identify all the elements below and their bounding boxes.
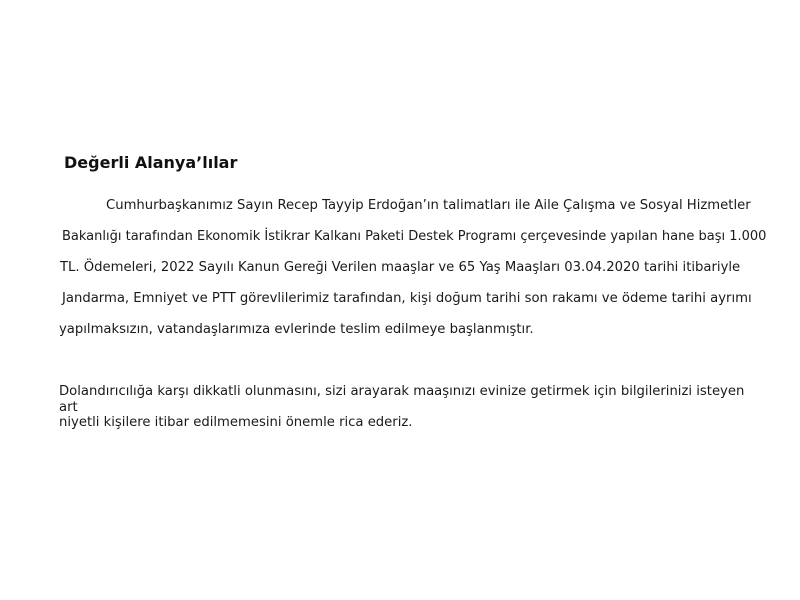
paragraph1-line-1: Cumhurbaşkanımız Sayın Recep Tayyip Erdoğan’ın talimatları ile Aile Çalışma ve Sosyal Hizmetler: [106, 198, 751, 213]
paragraph2-line-2: niyetli kişilere itibar edilmemesini önemle rica ederiz.: [59, 415, 413, 430]
paragraph2-line-1: Dolandırıcılığa karşı dikkatli olunmasını, sizi arayarak maaşınızı evinize getirmek için bilgilerinizi isteyen art: [59, 384, 745, 415]
paragraph1-line-2: Bakanlığı tarafından Ekonomik İstikrar Kalkanı Paketi Destek Programı çerçevesinde yapılan hane başı 1.000: [62, 229, 767, 244]
document-heading: Değerli Alanya’lılar: [64, 153, 238, 172]
paragraph1-line-3: TL. Ödemeleri, 2022 Sayılı Kanun Gereği Verilen maaşlar ve 65 Yaş Maaşları 03.04.2020 tarihi itibariyle: [60, 260, 741, 275]
paragraph1-line-4: Jandarma, Emniyet ve PTT görevlilerimiz tarafından, kişi doğum tarihi son rakamı ve ödeme tarihi ayrımı: [62, 291, 752, 306]
paragraph1-line-5: yapılmaksızın, vatandaşlarımıza evlerinde teslim edilmeye başlanmıştır.: [59, 322, 534, 337]
